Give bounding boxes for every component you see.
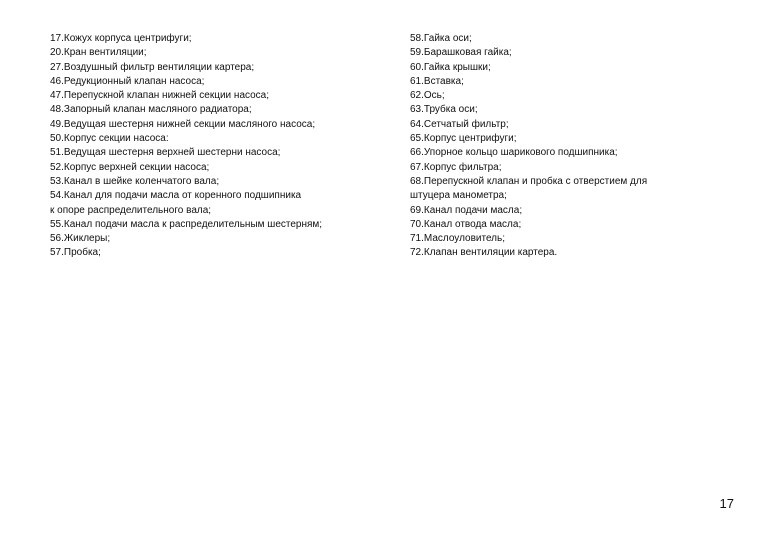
legend-line: 48.Запорный клапан масляного радиатора; (50, 104, 252, 116)
legend-line: 47.Перепускной клапан нижней секции насоса; (50, 90, 270, 102)
legend-line: 54.Канал для подачи масла от коренного подшипника (50, 190, 302, 202)
legend-line: 61.Вставка; (410, 75, 464, 87)
legend-line: 49.Ведущая шестерня нижней секции масляного насоса; (50, 118, 316, 130)
legend-line: 51.Ведущая шестерня верхней шестерни насоса; (50, 147, 281, 159)
legend-line: 60.Гайка крышки; (410, 61, 491, 73)
legend-line: 50.Корпус секции насоса: (50, 133, 169, 145)
legend-line: штуцера манометра; (410, 190, 507, 202)
legend-line: 55.Канал подачи масла к распределительным шестерням; (50, 218, 323, 230)
legend-line: 20.Кран вентиляции; (50, 47, 147, 59)
legend-line: 72.Клапан вентиляции картера. (410, 247, 558, 259)
legend-line: 67.Корпус фильтра; (410, 161, 502, 173)
right-legend-column (410, 32, 760, 261)
legend-line: 63.Трубка оси; (410, 104, 478, 116)
legend-line: 59.Барашковая гайка; (410, 47, 512, 59)
legend-line: 71.Маслоуловитель; (410, 233, 506, 245)
legend-line: 65.Корпус центрифуги; (410, 133, 517, 145)
left-legend-column (50, 32, 390, 261)
legend-line: 56.Жиклеры; (50, 233, 111, 245)
legend-line: 69.Канал подачи масла; (410, 204, 523, 216)
legend-line: 70.Канал отвода масла; (410, 218, 522, 230)
legend-line: 62.Ось; (410, 90, 445, 102)
legend-line: 57.Пробка; (50, 247, 101, 259)
legend-line: 52.Корпус верхней секции насоса; (50, 161, 210, 173)
page-number: 17 (719, 496, 734, 511)
legend-line: 68.Перепускной клапан и пробка с отверстием для (410, 175, 648, 187)
legend-line: 58.Гайка оси; (410, 33, 472, 44)
legend-line: 46.Редукционный клапан насоса; (50, 75, 205, 87)
legend-line: 27.Воздушный фильтр вентиляции картера; (50, 61, 255, 73)
legend-line: к опоре распределительного вала; (50, 204, 212, 216)
legend-line: 64.Сетчатый фильтр; (410, 118, 509, 130)
legend-line: 66.Упорное кольцо шарикового подшипника; (410, 147, 618, 159)
legend-line: 53.Канал в шейке коленчатого вала; (50, 175, 220, 187)
legend-line: 17.Кожух корпуса центрифуги; (50, 33, 192, 44)
